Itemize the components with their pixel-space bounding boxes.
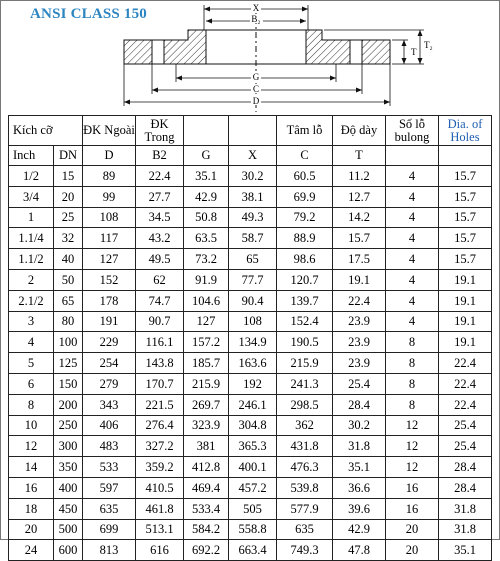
table-cell: 4 (386, 290, 439, 311)
table-cell: 74.7 (136, 290, 184, 311)
table-cell: 584.2 (184, 519, 229, 540)
table-cell: 15.7 (333, 228, 386, 249)
header-dk-inner: ĐK Trong (136, 116, 184, 146)
table-cell: 19.1 (439, 269, 492, 290)
table-cell: 15.7 (439, 186, 492, 207)
table-cell: 116.1 (136, 332, 184, 353)
table-cell: 77.7 (229, 269, 277, 290)
table-cell: 505 (229, 498, 277, 519)
table-cell: 17.5 (333, 249, 386, 270)
table-row (9, 519, 492, 540)
table-cell: 191 (83, 311, 136, 332)
table-cell: 12 (386, 415, 439, 436)
table-row (9, 498, 492, 519)
table-cell: 31.8 (439, 519, 492, 540)
table-cell: 476.3 (277, 457, 333, 478)
table-cell: 22.4 (136, 166, 184, 187)
label-b2: B₂ (251, 14, 261, 24)
table-cell: 31.8 (333, 436, 386, 457)
table-cell: 215.9 (277, 353, 333, 374)
table-subheader-row (9, 146, 492, 166)
table-cell: 1 (9, 207, 54, 228)
table-cell: 23.9 (333, 311, 386, 332)
table-cell: 8 (9, 394, 54, 415)
table-cell: 73.2 (184, 249, 229, 270)
table-cell: 461.8 (136, 498, 184, 519)
table-cell: 30.2 (333, 415, 386, 436)
table-cell: 36.6 (333, 477, 386, 498)
table-cell: 381 (184, 436, 229, 457)
subheader-cell: T (333, 146, 386, 166)
table-cell: 350 (54, 457, 83, 478)
table-cell: 327.2 (136, 436, 184, 457)
table-cell: 25.4 (333, 373, 386, 394)
table-cell: 178 (83, 290, 136, 311)
table-cell: 22.4 (439, 373, 492, 394)
table-cell: 24 (9, 540, 54, 561)
table-cell: 134.9 (229, 332, 277, 353)
table-cell: 35.1 (184, 166, 229, 187)
table-row (9, 269, 492, 290)
table-cell: 117 (83, 228, 136, 249)
table-cell: 4 (386, 228, 439, 249)
table-row (9, 249, 492, 270)
table-cell: 25.4 (439, 415, 492, 436)
table-cell: 20 (386, 519, 439, 540)
table-cell: 88.9 (277, 228, 333, 249)
table-cell: 4 (386, 166, 439, 187)
header-dk-outer: ĐK Ngoài (83, 116, 136, 146)
table-cell: 692.2 (184, 540, 229, 561)
table-cell: 8 (386, 332, 439, 353)
table-cell: 25 (54, 207, 83, 228)
table-cell: 539.8 (277, 477, 333, 498)
table-cell: 12 (386, 436, 439, 457)
table-cell: 19.1 (333, 269, 386, 290)
table-row (9, 353, 492, 374)
label-x: X (252, 3, 260, 13)
table-cell: 500 (54, 519, 83, 540)
flange-dimension-table (8, 115, 492, 561)
table-cell: 577.9 (277, 498, 333, 519)
table-row (9, 436, 492, 457)
table-cell: 16 (9, 477, 54, 498)
table-cell: 362 (277, 415, 333, 436)
table-cell: 250 (54, 415, 83, 436)
table-cell: 4 (9, 332, 54, 353)
table-cell: 170.7 (136, 373, 184, 394)
table-cell: 2 (9, 269, 54, 290)
table-cell: 49.3 (229, 207, 277, 228)
table-cell: 450 (54, 498, 83, 519)
table-cell: 35.1 (333, 457, 386, 478)
table-cell: 12.7 (333, 186, 386, 207)
table-row (9, 311, 492, 332)
table-cell: 4 (386, 207, 439, 228)
table-cell: 22.4 (439, 394, 492, 415)
table-cell: 91.9 (184, 269, 229, 290)
header-empty-g (184, 116, 229, 146)
table-cell: 597 (83, 477, 136, 498)
table-cell: 100 (54, 332, 83, 353)
table-cell: 40 (54, 249, 83, 270)
table-cell: 58.7 (229, 228, 277, 249)
table-row (9, 457, 492, 478)
label-t: T (411, 47, 417, 57)
table-cell: 50 (54, 269, 83, 290)
table-cell: 42.9 (333, 519, 386, 540)
table-cell: 39.6 (333, 498, 386, 519)
subheader-cell: G (184, 146, 229, 166)
table-cell: 269.7 (184, 394, 229, 415)
header-empty-x (229, 116, 277, 146)
flange-diagram (0, 0, 500, 116)
table-cell: 152.4 (277, 311, 333, 332)
table-row (9, 394, 492, 415)
table-cell: 12 (9, 436, 54, 457)
table-cell: 65 (229, 249, 277, 270)
table-cell: 4 (386, 311, 439, 332)
table-cell: 31.8 (439, 498, 492, 519)
table-row (9, 290, 492, 311)
table-cell: 23.9 (333, 353, 386, 374)
table-row (9, 228, 492, 249)
table-cell: 104.6 (184, 290, 229, 311)
table-cell: 558.8 (229, 519, 277, 540)
table-cell: 16 (386, 498, 439, 519)
table-cell: 163.6 (229, 353, 277, 374)
table-cell: 635 (83, 498, 136, 519)
table-cell: 108 (83, 207, 136, 228)
table-cell: 8 (386, 373, 439, 394)
header-hole-dia: Dia. of Holes (439, 116, 492, 146)
table-cell: 99 (83, 186, 136, 207)
table-cell: 410.5 (136, 477, 184, 498)
table-row (9, 186, 492, 207)
table-cell: 221.5 (136, 394, 184, 415)
table-cell: 200 (54, 394, 83, 415)
table-cell: 22.4 (439, 353, 492, 374)
table-cell: 749.3 (277, 540, 333, 561)
table-cell: 10 (9, 415, 54, 436)
standard-title: ANSI CLASS 150 (30, 6, 147, 22)
table-cell: 215.9 (184, 373, 229, 394)
table-cell: 3/4 (9, 186, 54, 207)
table-cell: 125 (54, 353, 83, 374)
table-cell: 359.2 (136, 457, 184, 478)
table-cell: 533.4 (184, 498, 229, 519)
table-cell: 79.2 (277, 207, 333, 228)
header-bolt-circle: Tâm lỗ (277, 116, 333, 146)
table-cell: 127 (184, 311, 229, 332)
table-cell: 635 (277, 519, 333, 540)
table-cell: 412.8 (184, 457, 229, 478)
table-cell: 400 (54, 477, 83, 498)
table-cell: 8 (386, 353, 439, 374)
table-cell: 42.9 (184, 186, 229, 207)
table-row (9, 166, 492, 187)
table-cell: 4 (386, 186, 439, 207)
table-cell: 80 (54, 311, 83, 332)
table-cell: 6 (9, 373, 54, 394)
table-cell: 20 (9, 519, 54, 540)
label-d: D (252, 96, 260, 106)
table-cell: 35.1 (439, 540, 492, 561)
table-cell: 90.4 (229, 290, 277, 311)
table-row (9, 415, 492, 436)
table-cell: 4 (386, 269, 439, 290)
table-cell: 28.4 (439, 457, 492, 478)
table-cell: 600 (54, 540, 83, 561)
flange-cross-section (124, 30, 390, 64)
table-cell: 89 (83, 166, 136, 187)
table-cell: 69.9 (277, 186, 333, 207)
subheader-cell: Inch (9, 146, 54, 166)
table-cell: 813 (83, 540, 136, 561)
table-cell: 20 (54, 186, 83, 207)
table-row (9, 540, 492, 561)
table-cell: 22.4 (333, 290, 386, 311)
table-cell: 343 (83, 394, 136, 415)
table-cell: 23.9 (333, 332, 386, 353)
table-cell: 190.5 (277, 332, 333, 353)
table-cell: 431.8 (277, 436, 333, 457)
table-cell: 18 (9, 498, 54, 519)
table-cell: 2.1/2 (9, 290, 54, 311)
table-cell: 11.2 (333, 166, 386, 187)
table-cell: 12 (386, 457, 439, 478)
table-cell: 4 (386, 249, 439, 270)
table-cell: 60.5 (277, 166, 333, 187)
table-cell: 50.8 (184, 207, 229, 228)
table-cell: 139.7 (277, 290, 333, 311)
table-cell: 19.1 (439, 332, 492, 353)
table-cell: 143.8 (136, 353, 184, 374)
table-cell: 16 (386, 477, 439, 498)
table-cell: 400.1 (229, 457, 277, 478)
table-row (9, 207, 492, 228)
table-cell: 3 (9, 311, 54, 332)
table-cell: 406 (83, 415, 136, 436)
table-cell: 98.6 (277, 249, 333, 270)
table-cell: 120.7 (277, 269, 333, 290)
table-cell: 300 (54, 436, 83, 457)
table-cell: 365.3 (229, 436, 277, 457)
table-cell: 8 (386, 394, 439, 415)
table-cell: 457.2 (229, 477, 277, 498)
table-cell: 49.5 (136, 249, 184, 270)
label-c: C (252, 84, 260, 94)
header-bolt-count: Số lỗ bulong (386, 116, 439, 146)
table-cell: 298.5 (277, 394, 333, 415)
table-cell: 663.4 (229, 540, 277, 561)
subheader-cell: C (277, 146, 333, 166)
table-cell: 38.1 (229, 186, 277, 207)
table-cell: 20 (386, 540, 439, 561)
table-cell: 1/2 (9, 166, 54, 187)
table-cell: 14.2 (333, 207, 386, 228)
table-cell: 15.7 (439, 166, 492, 187)
table-cell: 28.4 (439, 477, 492, 498)
table-cell: 27.7 (136, 186, 184, 207)
table-cell: 279 (83, 373, 136, 394)
table-cell: 25.4 (439, 436, 492, 457)
table-cell: 323.9 (184, 415, 229, 436)
subheader-cell: DN (54, 146, 83, 166)
table-row (9, 373, 492, 394)
table-cell: 616 (136, 540, 184, 561)
subheader-cell: X (229, 146, 277, 166)
table-cell: 513.1 (136, 519, 184, 540)
table-cell: 533 (83, 457, 136, 478)
table-cell: 127 (83, 249, 136, 270)
table-cell: 47.8 (333, 540, 386, 561)
table-cell: 19.1 (439, 311, 492, 332)
table-cell: 65 (54, 290, 83, 311)
table-cell: 469.4 (184, 477, 229, 498)
table-cell: 483 (83, 436, 136, 457)
table-body (9, 166, 492, 561)
table-cell: 15.7 (439, 249, 492, 270)
table-cell: 152 (83, 269, 136, 290)
table-cell: 5 (9, 353, 54, 374)
table-cell: 246.1 (229, 394, 277, 415)
table-cell: 1.1/2 (9, 249, 54, 270)
table-cell: 14 (9, 457, 54, 478)
table-cell: 229 (83, 332, 136, 353)
table-cell: 15.7 (439, 228, 492, 249)
table-cell: 108 (229, 311, 277, 332)
table-cell: 276.4 (136, 415, 184, 436)
subheader-cell: D (83, 146, 136, 166)
table-cell: 43.2 (136, 228, 184, 249)
label-t2: T₂ (424, 40, 433, 50)
table-cell: 19.1 (439, 290, 492, 311)
table-cell: 192 (229, 373, 277, 394)
table-cell: 304.8 (229, 415, 277, 436)
table-cell: 62 (136, 269, 184, 290)
table-row (9, 332, 492, 353)
subheader-cell (439, 146, 492, 166)
table-row (9, 477, 492, 498)
table-header-row (9, 116, 492, 146)
table-cell: 241.3 (277, 373, 333, 394)
subheader-cell (386, 146, 439, 166)
table-cell: 254 (83, 353, 136, 374)
table-cell: 185.7 (184, 353, 229, 374)
table-cell: 63.5 (184, 228, 229, 249)
table-cell: 28.4 (333, 394, 386, 415)
header-size: Kích cỡ (9, 116, 83, 146)
header-thickness: Độ dày (333, 116, 386, 146)
table-cell: 32 (54, 228, 83, 249)
table-cell: 699 (83, 519, 136, 540)
table-cell: 34.5 (136, 207, 184, 228)
table-cell: 157.2 (184, 332, 229, 353)
table-cell: 150 (54, 373, 83, 394)
table-cell: 1.1/4 (9, 228, 54, 249)
label-g: G (252, 72, 260, 82)
table-cell: 30.2 (229, 166, 277, 187)
table-cell: 15.7 (439, 207, 492, 228)
table-cell: 90.7 (136, 311, 184, 332)
subheader-cell: B2 (136, 146, 184, 166)
table-cell: 15 (54, 166, 83, 187)
